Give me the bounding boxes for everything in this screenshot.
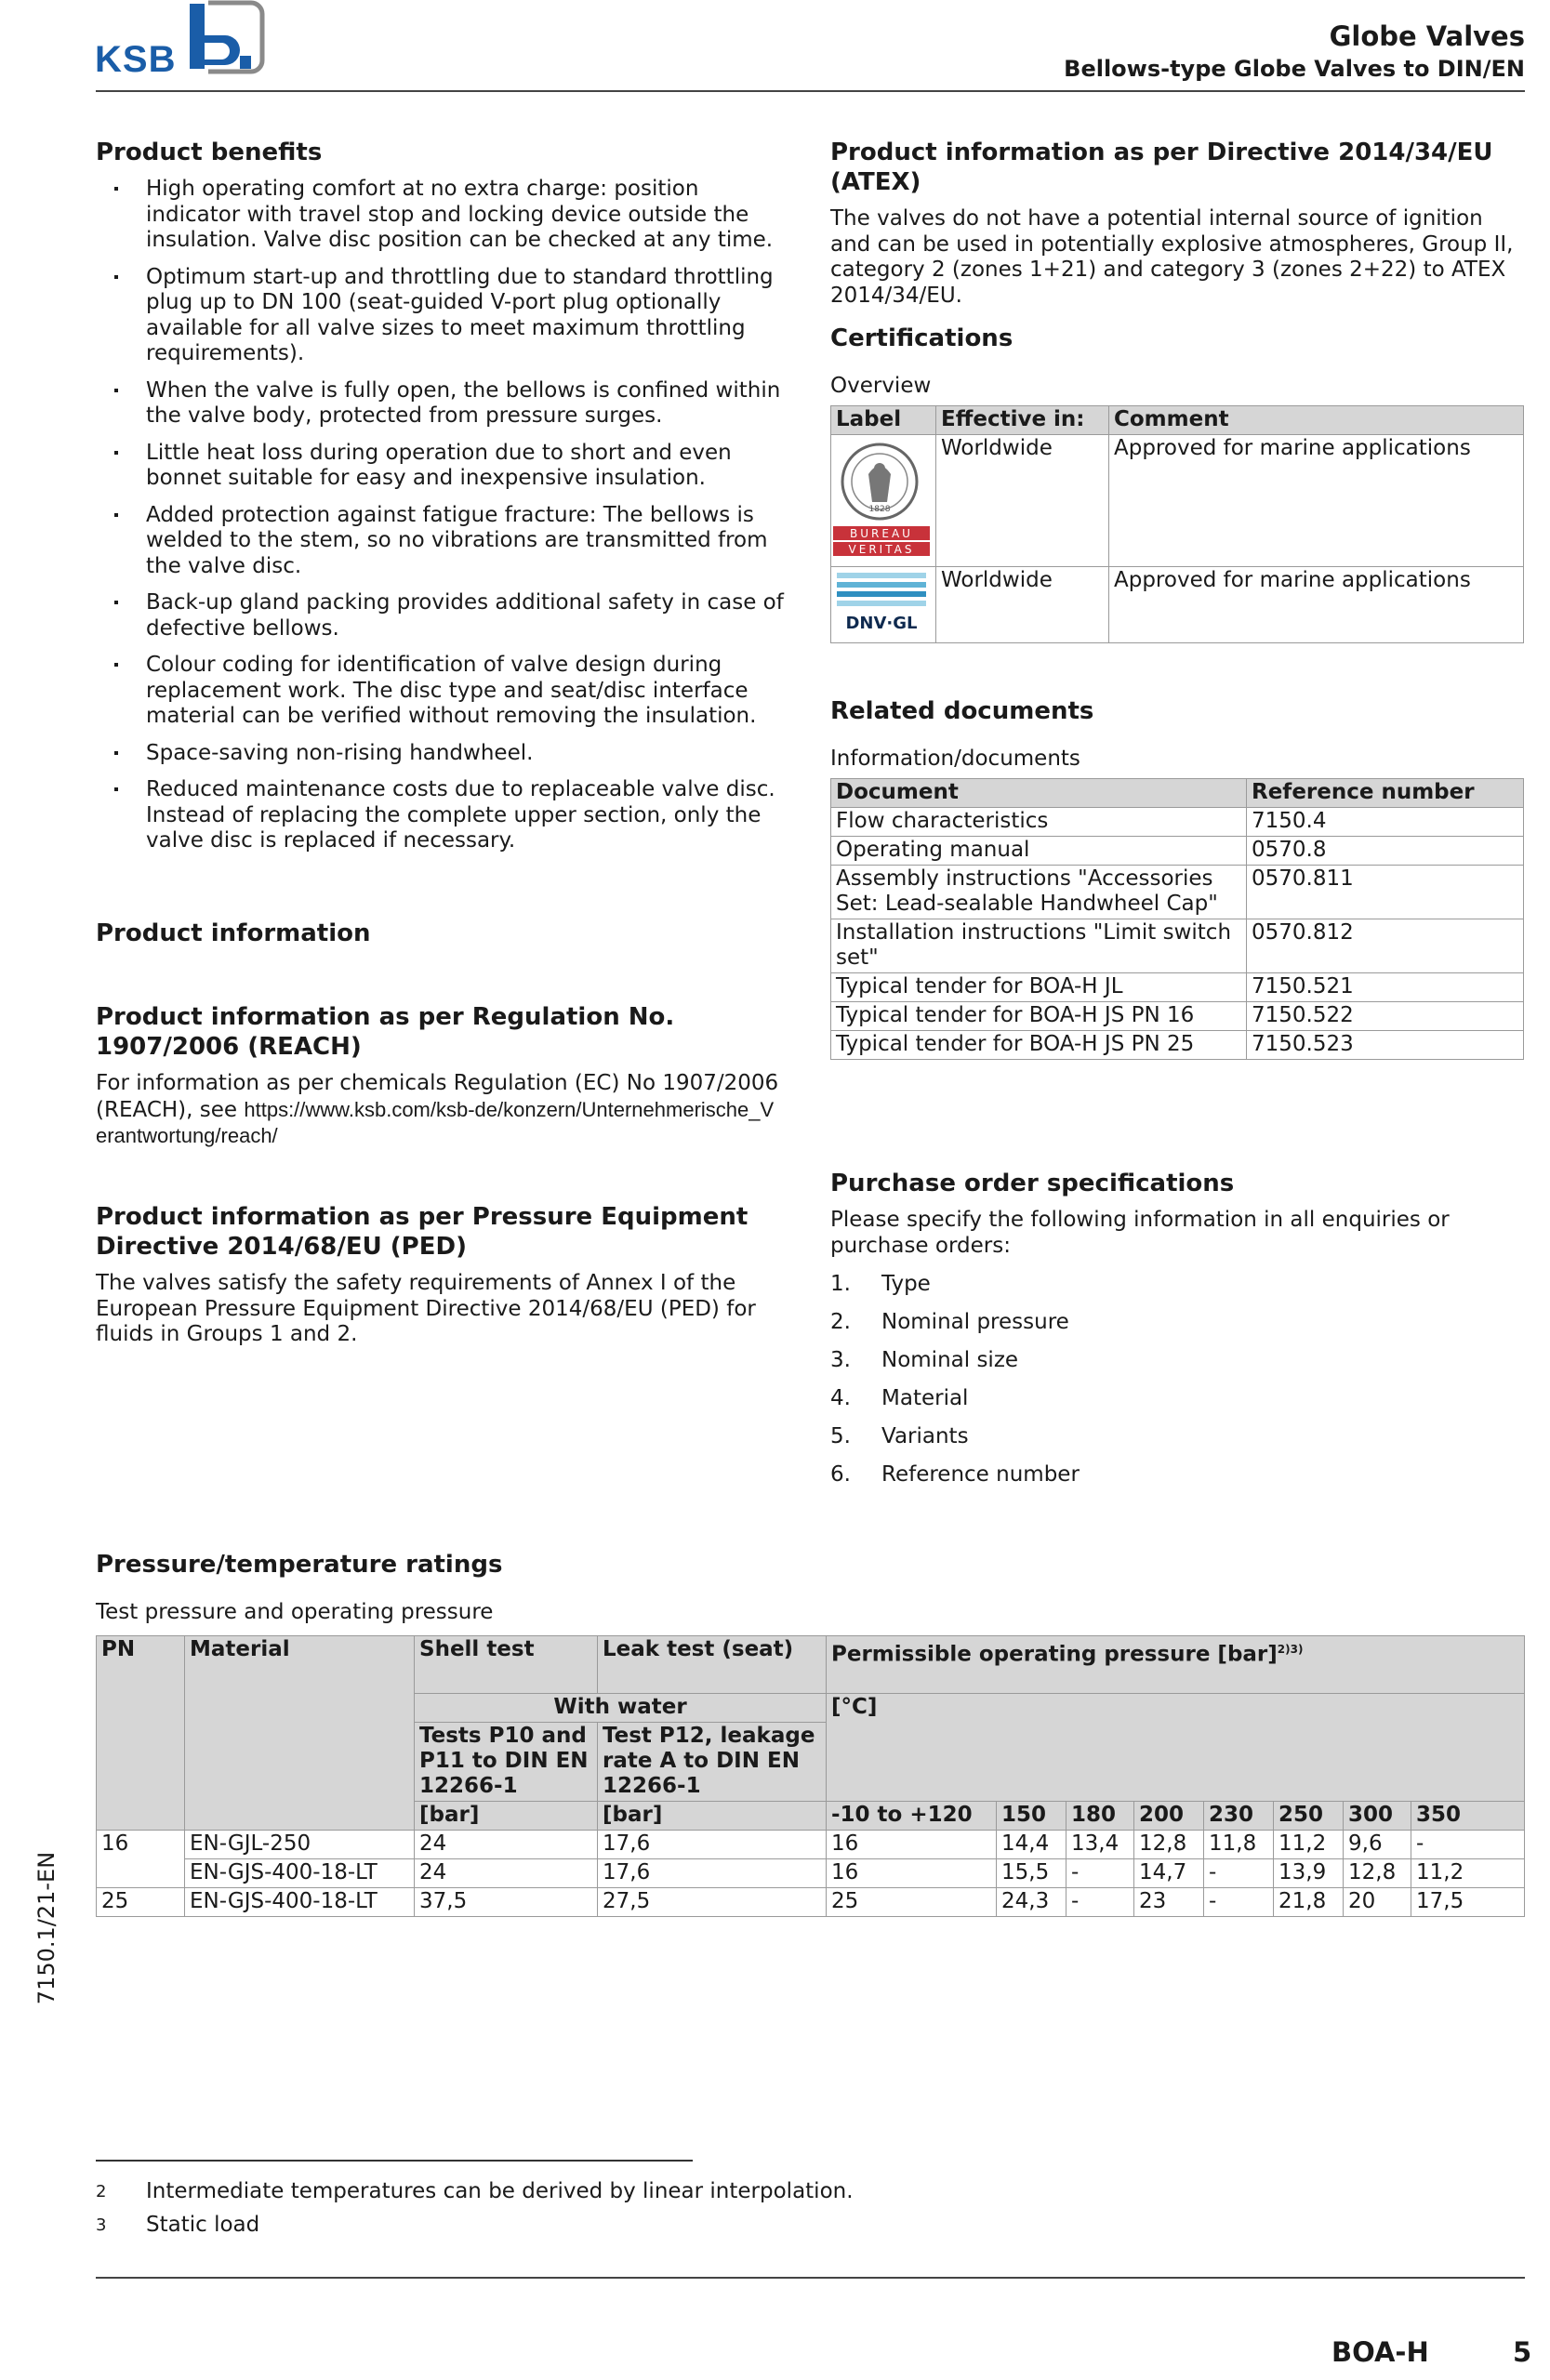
p10-header: Tests P10 and P11 to DIN EN 12266-1 — [415, 1722, 598, 1801]
list-item: Little heat loss during operation due to short and even bonnet suitable for easy and inexpensive insulation. — [96, 441, 784, 492]
footnote-divider — [96, 2160, 693, 2162]
doc-ref: 7150.521 — [1247, 972, 1524, 1001]
ratings-caption: Test pressure and operating pressure — [96, 1600, 494, 1624]
table-row — [97, 1858, 1525, 1887]
table-header-row — [97, 1635, 1525, 1693]
benefits-heading: Product benefits — [96, 139, 323, 166]
footer-divider — [96, 2277, 1525, 2279]
value-cell: 9,6 — [1344, 1830, 1411, 1858]
atex-text: The valves do not have a potential internal source of ignition and can be used in potentially explosive atmospheres, Group II, category 2 (zones 1+21) and category 3 (zones 2+22) to ATEX 2014/34/EU. — [830, 206, 1514, 308]
table-header-row — [831, 405, 1524, 434]
doc-name: Typical tender for BOA-H JS PN 16 — [831, 1001, 1247, 1030]
col-header: Effective in: — [936, 405, 1109, 434]
po-text: Please specify the following information in all enquiries or purchase orders: — [830, 1208, 1450, 1258]
doc-ref: 7150.522 — [1247, 1001, 1524, 1030]
value-cell: 16 — [827, 1830, 997, 1858]
table-row — [831, 807, 1524, 836]
shell-cell: 24 — [415, 1858, 598, 1887]
atex-heading: Product information as per Directive 2014/34/EU (ATEX) — [830, 139, 1493, 196]
bar-header: [bar] — [415, 1801, 598, 1830]
list-item: Space-saving non-rising handwheel. — [96, 741, 784, 767]
material-cell: EN-GJS-400-18-LT — [185, 1887, 415, 1916]
footnote-number: 2 — [96, 2182, 107, 2202]
bureau-veritas-icon — [833, 437, 930, 558]
list-item: 3. Nominal size — [830, 1348, 1019, 1372]
po-list — [830, 1272, 1528, 1488]
ped-text: The valves satisfy the safety requirements of Annex I of the European Pressure Equipment Directive 2014/68/EU (PED) for fluids in Groups 1 and 2. — [96, 1271, 756, 1346]
ratings-table — [96, 1635, 1525, 1917]
pn-cell: 16 — [97, 1830, 185, 1887]
brand-text: KSB — [95, 39, 177, 80]
ksb-logo-mark-icon — [186, 0, 268, 74]
value-cell: 15,5 — [997, 1858, 1066, 1887]
footer-product-name: BOA-H — [1331, 2336, 1429, 2368]
table-row — [831, 836, 1524, 865]
table-row — [831, 1001, 1524, 1030]
value-cell: 16 — [827, 1858, 997, 1887]
table-header-row — [831, 778, 1524, 807]
list-item: High operating comfort at no extra charge: position indicator with travel stop and locking device outside the insulation. Valve disc position can be checked at any time. — [96, 177, 784, 254]
list-item: When the valve is fully open, the bellows is confined within the valve body, protected from pressure surges. — [96, 378, 784, 430]
reach-section — [96, 1002, 784, 1150]
table-row — [831, 1030, 1524, 1059]
list-item: 6. Reference number — [830, 1462, 1080, 1487]
footnote-text: Static load — [146, 2213, 260, 2237]
value-cell: - — [1411, 1830, 1525, 1858]
reach-link[interactable]: https://www.ksb.com/ksb-de/konzern/Unternehmerische_Verantwortung/reach/ — [96, 1097, 775, 1147]
doc-ref: 7150.523 — [1247, 1030, 1524, 1059]
temp-header: 250 — [1274, 1801, 1344, 1830]
header-subtitle: Bellows-type Globe Valves to DIN/EN — [1064, 56, 1525, 82]
footnote-text: Intermediate temperatures can be derived by linear interpolation. — [146, 2179, 854, 2203]
leak-cell: 27,5 — [598, 1887, 827, 1916]
value-cell: 14,7 — [1134, 1858, 1204, 1887]
bv-year: 1828 — [868, 504, 891, 514]
value-cell: - — [1204, 1858, 1274, 1887]
dnv-text: DNV·GL — [845, 613, 918, 633]
temp-header: 180 — [1066, 1801, 1134, 1830]
with-water-header: With water — [415, 1693, 827, 1722]
doc-name: Operating manual — [831, 836, 1247, 865]
list-item: 5. Variants — [830, 1424, 969, 1448]
doc-ref: 0570.812 — [1247, 919, 1524, 972]
value-cell: 12,8 — [1344, 1858, 1411, 1887]
docs-caption: Information/documents — [830, 747, 1080, 771]
value-cell: 12,8 — [1134, 1830, 1204, 1858]
cert-effective: Worldwide — [936, 566, 1109, 642]
table-row — [831, 865, 1524, 919]
col-header: Label — [831, 405, 936, 434]
list-item: Optimum start-up and throttling due to standard throttling plug up to DN 100 (seat-guided V-port plug optionally available for all valve sizes to meet maximum throttling requirements). — [96, 265, 784, 367]
purchase-order-section — [830, 1169, 1528, 1501]
ksb-logo — [93, 0, 270, 78]
list-item: 4. Material — [830, 1386, 969, 1410]
doc-ref: 0570.8 — [1247, 836, 1524, 865]
cert-effective: Worldwide — [936, 434, 1109, 566]
doc-name: Typical tender for BOA-H JS PN 25 — [831, 1030, 1247, 1059]
temp-header: 300 — [1344, 1801, 1411, 1830]
document-code: 7150.1/21-EN — [33, 1851, 60, 2005]
col-header-pn: PN — [97, 1635, 185, 1830]
doc-ref: 0570.811 — [1247, 865, 1524, 919]
related-documents-section — [830, 696, 1528, 1060]
bar-header: [bar] — [598, 1801, 827, 1830]
value-cell: - — [1066, 1858, 1134, 1887]
col-header: Document — [831, 778, 1247, 807]
table-row — [831, 972, 1524, 1001]
list-item: Reduced maintenance costs due to replaceable valve disc. Instead of replacing the complete upper section, only the valve disc is replaced if necessary. — [96, 777, 784, 854]
dnv-gl-icon — [833, 569, 930, 634]
dnv-gl-logo — [831, 566, 936, 642]
bv-text-1: BUREAU — [850, 526, 913, 540]
table-row — [831, 566, 1524, 642]
value-cell: 25 — [827, 1887, 997, 1916]
certifications-heading: Certifications — [830, 324, 1013, 352]
p12-header: Test P12, leakage rate A to DIN EN 12266-1 — [598, 1722, 827, 1801]
temp-header: 150 — [997, 1801, 1066, 1830]
ped-heading: Product information as per Pressure Equipment Directive 2014/68/EU (PED) — [96, 1203, 749, 1261]
footnote — [96, 2213, 259, 2238]
degc-header: [°C] — [827, 1693, 1525, 1801]
material-cell: EN-GJS-400-18-LT — [185, 1858, 415, 1887]
list-item: Back-up gland packing provides additional safety in case of defective bellows. — [96, 590, 784, 641]
value-cell: 11,8 — [1204, 1830, 1274, 1858]
leak-cell: 17,6 — [598, 1830, 827, 1858]
temp-header: 200 — [1134, 1801, 1204, 1830]
ped-section — [96, 1202, 784, 1348]
leak-cell: 17,6 — [598, 1858, 827, 1887]
value-cell: 11,2 — [1274, 1830, 1344, 1858]
doc-ref: 7150.4 — [1247, 807, 1524, 836]
related-docs-heading: Related documents — [830, 697, 1094, 725]
po-heading: Purchase order specifications — [830, 1170, 1235, 1197]
ratings-section — [96, 1550, 1525, 1917]
value-cell: 13,9 — [1274, 1858, 1344, 1887]
value-cell: 17,5 — [1411, 1887, 1525, 1916]
footnote-number: 3 — [96, 2215, 107, 2235]
pn-cell: 25 — [97, 1887, 185, 1916]
related-documents-table — [830, 778, 1524, 1060]
col-header-permissible: Permissible operating pressure [bar]$^{2)3)}$ — [827, 1635, 1525, 1693]
value-cell: 23 — [1134, 1887, 1204, 1916]
value-cell: 21,8 — [1274, 1887, 1344, 1916]
product-information-section — [96, 919, 784, 948]
list-item: 2. Nominal pressure — [830, 1310, 1069, 1334]
doc-name: Assembly instructions "Accessories Set: Lead-sealable Handwheel Cap" — [831, 865, 1247, 919]
product-benefits-section — [96, 138, 784, 866]
header-title: Globe Valves — [1329, 20, 1525, 52]
temp-header: 230 — [1204, 1801, 1274, 1830]
bv-text-2: VERITAS — [848, 542, 915, 556]
reach-text: For information as per chemicals Regulation (EC) No 1907/2006 (REACH), see — [96, 1071, 779, 1122]
table-row — [97, 1830, 1525, 1858]
list-item: Added protection against fatigue fracture: The bellows is welded to the stem, so no vibrations are transmitted from the valve disc. — [96, 503, 784, 580]
cert-comment: Approved for marine applications — [1109, 566, 1524, 642]
value-cell: 24,3 — [997, 1887, 1066, 1916]
ratings-heading: Pressure/temperature ratings — [96, 1551, 503, 1579]
cert-caption: Overview — [830, 374, 932, 398]
material-cell: EN-GJL-250 — [185, 1830, 415, 1858]
value-cell: 13,4 — [1066, 1830, 1134, 1858]
bureau-veritas-logo — [831, 434, 936, 566]
footnote — [96, 2179, 854, 2204]
value-cell: - — [1204, 1887, 1274, 1916]
atex-section — [830, 138, 1528, 309]
certifications-section — [830, 324, 1528, 643]
doc-name: Typical tender for BOA-H JL — [831, 972, 1247, 1001]
col-header-shell: Shell test — [415, 1635, 598, 1693]
table-row — [97, 1887, 1525, 1916]
table-row — [831, 919, 1524, 972]
temp-header: 350 — [1411, 1801, 1525, 1830]
shell-cell: 37,5 — [415, 1887, 598, 1916]
product-info-heading: Product information — [96, 919, 371, 947]
temp-header: -10 to +120 — [827, 1801, 997, 1830]
col-header-material: Material — [185, 1635, 415, 1830]
value-cell: 14,4 — [997, 1830, 1066, 1858]
value-cell: - — [1066, 1887, 1134, 1916]
col-header: Comment — [1109, 405, 1524, 434]
shell-cell: 24 — [415, 1830, 598, 1858]
col-header-leak: Leak test (seat) — [598, 1635, 827, 1693]
header-divider — [96, 90, 1525, 92]
table-row — [831, 434, 1524, 566]
value-cell: 20 — [1344, 1887, 1411, 1916]
value-cell: 11,2 — [1411, 1858, 1525, 1887]
reach-heading: Product information as per Regulation No. 1907/2006 (REACH) — [96, 1003, 675, 1061]
certifications-table — [830, 405, 1524, 643]
col-header: Reference number — [1247, 778, 1524, 807]
benefits-list — [96, 177, 784, 854]
doc-name: Installation instructions "Limit switch set" — [831, 919, 1247, 972]
list-item: Colour coding for identification of valve design during replacement work. The disc type and seat/disc interface material can be verified without removing the insulation. — [96, 653, 784, 730]
list-item: 1. Type — [830, 1272, 931, 1296]
cert-comment: Approved for marine applications — [1109, 434, 1524, 566]
doc-name: Flow characteristics — [831, 807, 1247, 836]
page-number: 5 — [1513, 2336, 1532, 2368]
